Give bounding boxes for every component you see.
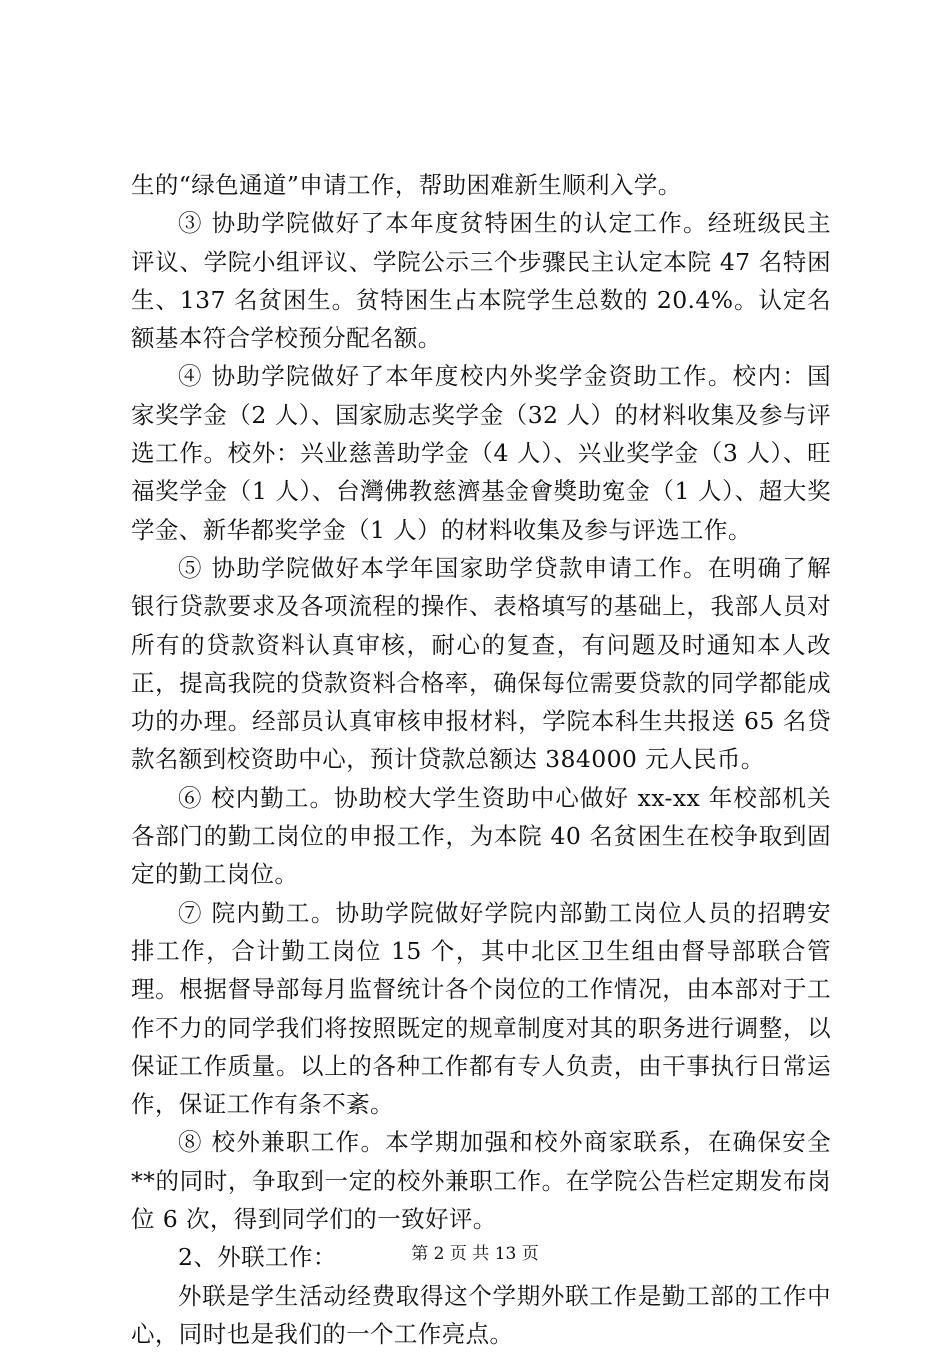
- paragraph-college-work-study: ⑦ 院内勤工。协助学院做好学院内部勤工岗位人员的招聘安排工作，合计勤工岗位 15 个，其中北区卫生组由督导部联合管理。根据督导部每月监督统计各个岗位的工作情况，由本部对于工作不力的同学我们将按照既定的规章制度对其的职务进行调整，以保证工作质量。以上的各种工作都有专人负责，由干事执行日常运作，保证工作有条不紊。: [131, 898, 831, 1119]
- page-number-footer: 第 2 页 共 13 页: [411, 1244, 539, 1264]
- section-heading-external-relations: 2、外联工作：: [178, 1243, 337, 1272]
- paragraph-poverty-identification: ③ 协助学院做好了本年度贫特困生的认定工作。经班级民主评议、学院小组评议、学院公示三个步骤民主认定本院 47 名特困生、137 名贫困生。贫特困生占本院学生总数的 20.4%。认定名额基本符合学校预分配名额。: [131, 209, 831, 353]
- paragraph-green-channel: 生的“绿色通道”申请工作，帮助困难新生顺利入学。: [131, 171, 682, 199]
- paragraph-scholarships: ④ 协助学院做好了本年度校内外奖学金资助工作。校内：国家奖学金（2 人）、国家励志奖学金（32 人）的材料收集及参与评选工作。校外：兴业慈善助学金（4 人）、兴业奖学金（3 人）、旺福奖学金（1 人）、台灣佛教慈濟基金會獎助寃金（1 人）、超大奖学金、新华都奖学金（1 人）的材料收集及参与评选工作。: [131, 362, 831, 544]
- paragraph-student-loans: ⑤ 协助学院做好本学年国家助学贷款申请工作。在明确了解银行贷款要求及各项流程的操作、表格填写的基础上，我部人员对所有的贷款资料认真审核，耐心的复查，有问题及时通知本人改正，提高我院的贷款资料合格率，确保每位需要贷款的同学都能成功的办理。经部员认真审核申报材料，学院本科生共报送 65 名贷款名额到校资助中心，预计贷款总额达 384000 元人民币。: [131, 553, 831, 774]
- paragraph-campus-work-study: ⑥ 校内勤工。协助校大学生资助中心做好 xx-xx 年校部机关各部门的勤工岗位的申报工作，为本院 40 名贫困生在校争取到固定的勤工岗位。: [131, 783, 831, 889]
- paragraph-part-time-jobs: ⑧ 校外兼职工作。本学期加强和校外商家联系，在确保安全**的同时，争取到一定的校外兼职工作。在学院公告栏定期发布岗位 6 次，得到同学们的一致好评。: [131, 1128, 831, 1234]
- paragraph-external-relations: 外联是学生活动经费取得这个学期外联工作是勤工部的工作中心，同时也是我们的一个工作亮点。: [131, 1281, 831, 1348]
- document-body: [131, 166, 831, 1353]
